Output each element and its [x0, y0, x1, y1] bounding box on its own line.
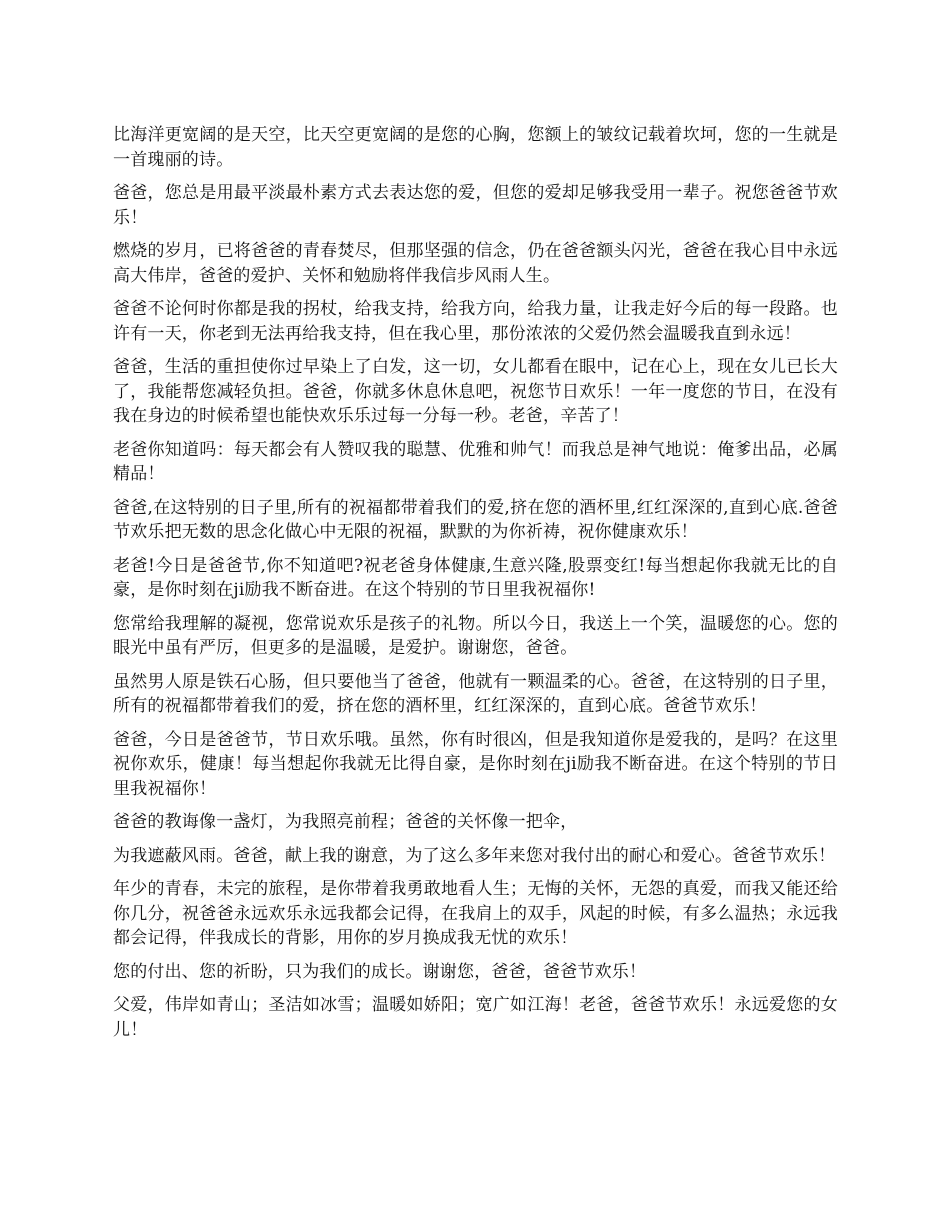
paragraph: 父爱，伟岸如青山；圣洁如冰雪；温暖如娇阳；宽广如江海！老爸，爸爸节欢乐！永远爱您的女儿！ — [113, 995, 838, 1040]
paragraph: 您常给我理解的凝视，您常说欢乐是孩子的礼物。所以今日，我送上一个笑，温暖您的心。您的眼光中虽有严厉，但更多的是温暖，是爱护。谢谢您，爸爸。 — [113, 613, 838, 658]
paragraph: 爸爸，您总是用最平淡最朴素方式去表达您的爱，但您的爱却足够我受用一辈子。祝您爸爸节欢乐！ — [113, 183, 838, 228]
paragraph: 爸爸，生活的重担使你过早染上了白发，这一切，女儿都看在眼中，记在心上，现在女儿已长大了，我能帮您减轻负担。爸爸，你就多休息休息吧，祝您节日欢乐！一年一度您的节日，在没有我在身边的时候希望也能快欢乐乐过每一分每一秒。老爸，辛苦了！ — [113, 357, 838, 426]
paragraph: 爸爸，今日是爸爸节，节日欢乐哦。虽然，你有时很凶，但是我知道你是爱我的，是吗？在这里祝你欢乐，健康！每当想起你我就无比得自豪，是你时刻在ji励我不断奋进。在这个特别的节日里我祝福你！ — [113, 729, 838, 799]
paragraph: 老爸你知道吗：每天都会有人赞叹我的聪慧、优雅和帅气！而我总是神气地说：俺爹出品，必属精品！ — [113, 439, 838, 484]
paragraph: 比海洋更宽阔的是天空，比天空更宽阔的是您的心胸，您额上的皱纹记载着坎坷，您的一生就是一首瑰丽的诗。 — [113, 125, 838, 170]
paragraph: 虽然男人原是铁石心肠，但只要他当了爸爸，他就有一颗温柔的心。爸爸，在这特别的日子里，所有的祝福都带着我们的爱，挤在您的酒杯里，红红深深的，直到心底。爸爸节欢乐！ — [113, 671, 838, 716]
paragraph: 爸爸,在这特别的日子里,所有的祝福都带着我们的爱,挤在您的酒杯里,红红深深的,直到心底.爸爸节欢乐把无数的思念化做心中无限的祝福，默默的为你祈祷，祝你健康欢乐！ — [113, 497, 838, 542]
paragraph: 您的付出、您的祈盼，只为我们的成长。谢谢您，爸爸，爸爸节欢乐！ — [113, 961, 647, 982]
paragraph: 燃烧的岁月，已将爸爸的青春焚尽，但那坚强的信念，仍在爸爸额头闪光，爸爸在我心目中永远高大伟岸，爸爸的爱护、关怀和勉励将伴我信步风雨人生。 — [113, 241, 838, 286]
paragraph: 为我遮蔽风雨。爸爸，献上我的谢意，为了这么多年来您对我付出的耐心和爱心。爸爸节欢乐！ — [113, 845, 836, 866]
paragraph: 老爸!今日是爸爸节,你不知道吧?祝老爸身体健康,生意兴隆,股票变红!每当想起你我就无比的自豪，是你时刻在ji励我不断奋进。在这个特别的节日里我祝福你! — [113, 555, 838, 600]
paragraph: 爸爸不论何时你都是我的拐杖，给我支持，给我方向，给我力量，让我走好今后的每一段路。也许有一天，你老到无法再给我支持，但在我心里，那份浓浓的父爱仍然会温暖我直到永远！ — [113, 299, 838, 344]
document-body — [113, 123, 838, 1051]
paragraph: 爸爸的教诲像一盏灯，为我照亮前程；爸爸的关怀像一把伞， — [113, 812, 578, 832]
paragraph: 年少的青春，未完的旅程，是你带着我勇敢地看人生；无悔的关怀，无怨的真爱，而我又能还给你几分，祝爸爸永远欢乐永远我都会记得，在我肩上的双手，风起的时候，有多么温热；永远我都会记得，伴我成长的背影，用你的岁月换成我无忧的欢乐！ — [113, 879, 838, 948]
